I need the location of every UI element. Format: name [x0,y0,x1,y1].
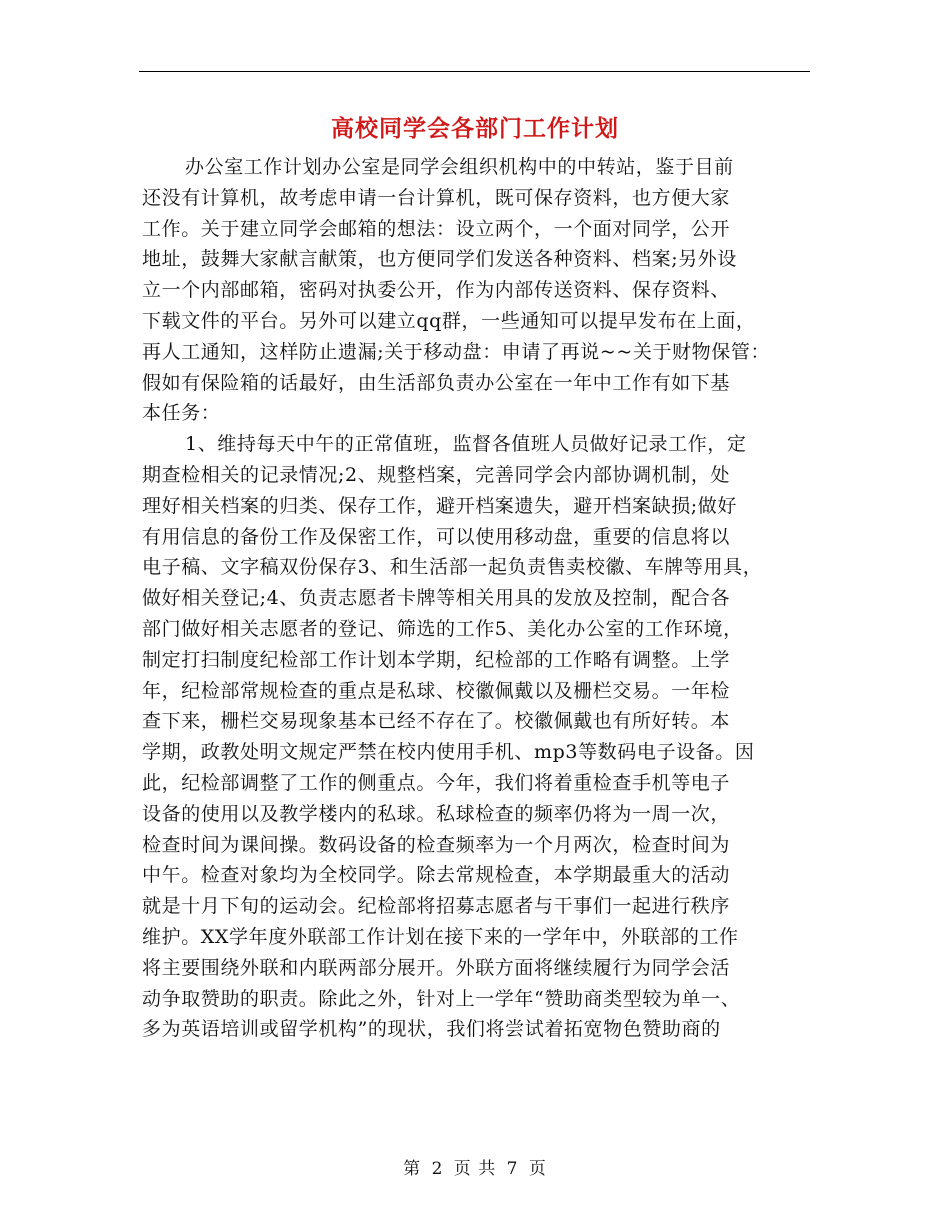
header-rule [139,71,810,72]
body-line: 有用信息的备份工作及保密工作，可以使用移动盘，重要的信息将以 [142,525,731,548]
body-line: 维护。XX学年度外联部工作计划在接下来的一学年中，外联部的工作 [142,926,739,948]
footer-total-pages: 7 [506,1159,519,1179]
body-line: 检查时间为课间操。数码设备的检查频率为一个月两次，检查时间为 [142,833,731,856]
body-line: 理好相关档案的归类、保存工作，避开档案遗失，避开档案缺损;做好 [142,494,738,517]
body-line: 还没有计算机，故考虑申请一台计算机，既可保存资料，也方便大家 [142,186,731,209]
body-line: 工作。关于建立同学会邮箱的想法：设立两个，一个面对同学，公开 [142,217,731,240]
body-line: 查下来，栅栏交易现象基本已经不存在了。校徽佩戴也有所好转。本 [142,710,731,733]
body-line: 就是十月下旬的运动会。纪检部将招募志愿者与干事们一起进行秩序 [142,895,731,918]
body-line: 做好相关登记;4、负责志愿者卡牌等相关用具的发放及控制，配合各 [142,587,731,610]
body-line: 动争取赞助的职责。除此之外，针对上一学年“赞助商类型较为单一、 [142,987,741,1010]
body-line: 中午。检查对象均为全校同学。除去常规检查，本学期最重大的活动 [142,864,731,887]
body-line: 将主要围绕外联和内联两部分展开。外联方面将继续履行为同学会活 [142,956,731,979]
page-footer [0,1154,950,1179]
body-line: 本任务： [142,402,221,425]
document-title: 高校同学会各部门工作计划 [331,115,619,142]
body-line: 地址，鼓舞大家献言献策，也方便同学们发送各种资料、档案;另外设 [142,248,738,271]
footer-suffix: 页 [528,1159,547,1179]
body-line: 电子稿、文字稿双份保存3、和生活部一起负责售卖校徽、车牌等用具， [142,556,763,579]
body-line: 办公室工作计划办公室是同学会组织机构中的中转站，鉴于目前 [185,156,734,178]
body-line: 学期，政教处明文规定严禁在校内使用手机、mp3等数码电子设备。因 [142,741,755,764]
body-line: 制定打扫制度纪检部工作计划本学期，纪检部的工作略有调整。上学 [142,648,731,671]
footer-prefix: 第 [403,1159,422,1179]
body-line: 年，纪检部常规检查的重点是私球、校徽佩戴以及栅栏交易。一年检 [142,679,731,702]
body-line: 期查检相关的记录情况;2、规整档案，完善同学会内部协调机制，处 [142,464,731,486]
body-line: 设备的使用以及教学楼内的私球。私球检查的频率仍将为一周一次， [142,802,731,825]
body-line: 此，纪检部调整了工作的侧重点。今年，我们将着重检查手机等电子 [142,772,731,794]
body-line: 立一个内部邮箱，密码对执委公开，作为内部传送资料、保存资料、 [142,279,731,302]
footer-page-number: 2 [431,1159,444,1179]
body-line: 1、维持每天中午的正常值班，监督各值班人员做好记录工作，定 [185,433,747,456]
body-line: 再人工通知，这样防止遗漏;关于移动盘：申请了再说~~关于财物保管： [142,340,771,363]
body-line: 多为英语培训或留学机构”的现状，我们将尝试着拓宽物色赞助商的 [142,1018,721,1041]
footer-middle: 页 共 [453,1159,497,1179]
body-line: 假如有保险箱的话最好，由生活部负责办公室在一年中工作有如下基 [142,371,731,394]
body-line: 下载文件的平台。另外可以建立qq群，一些通知可以提早发布在上面， [142,310,756,332]
body-line: 部门做好相关志愿者的登记、筛选的工作5、美化办公室的工作环境， [142,618,743,640]
